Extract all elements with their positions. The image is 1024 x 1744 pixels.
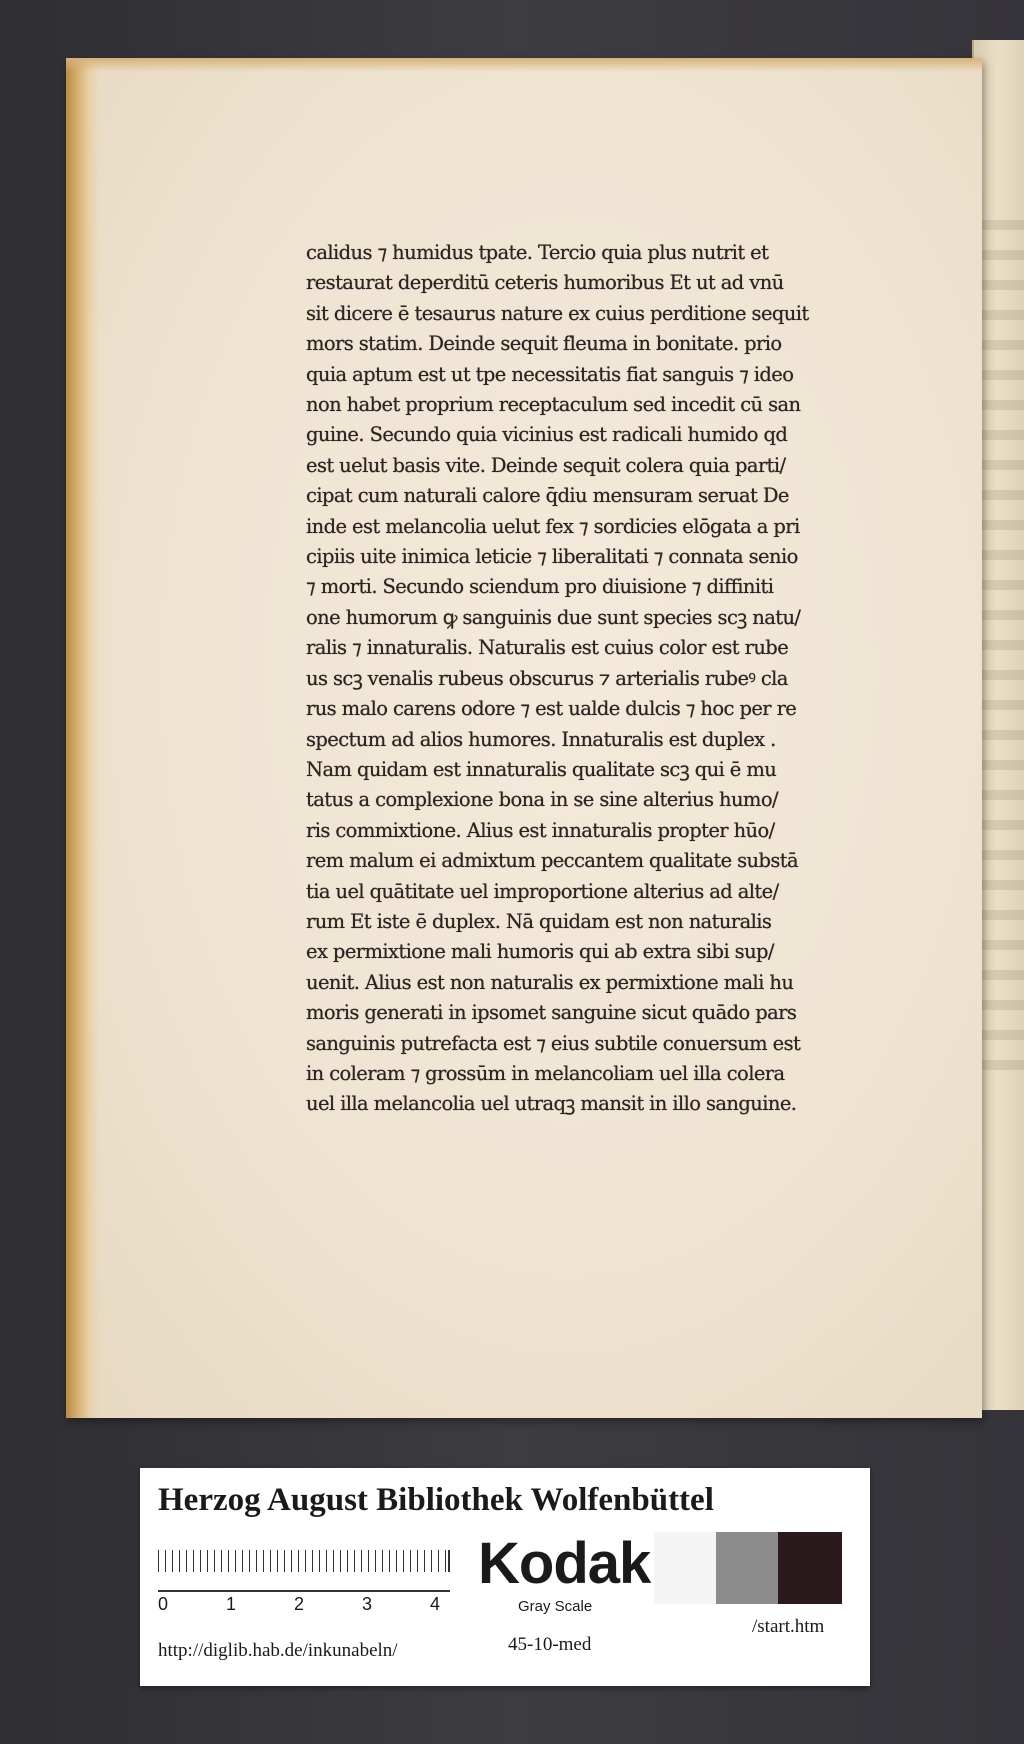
text-line: us scꝫ venalis rubeus obscurus ⁊ arterialis rubeꝰ cla	[306, 666, 788, 690]
text-line: ralis ⁊ innaturalis. Naturalis est cuius color est rube	[306, 636, 789, 660]
text-line: rem malum ei admixtum peccantem qualitate substā	[306, 849, 799, 873]
text-line: calidus ⁊ humidus tpate. Tercio quia plus nutrit et	[306, 241, 769, 264]
page-top-edge	[66, 58, 982, 72]
scale-ruler-numbers	[158, 1594, 458, 1618]
book-page	[66, 58, 982, 1418]
text-line: cipiis uite inimica leticie ⁊ liberalitati ⁊ connata senio	[306, 545, 798, 569]
ruler-number: 4	[430, 1594, 441, 1614]
gray-scale-label: Gray Scale	[518, 1598, 593, 1615]
text-line: one humorum ꝙ sanguinis due sunt species scꝫ natu/	[306, 605, 801, 629]
scale-ruler-baseline	[158, 1590, 450, 1592]
text-line: non habet proprium receptaculum sed incedit cū san	[306, 393, 801, 417]
text-line: moris generati in ipsomet sanguine sicut quādo pars	[306, 1001, 797, 1025]
kodak-logo: Kodak	[478, 1531, 651, 1596]
text-line: restaurat deperditū ceteris humoribus Et ut ad vnū	[306, 271, 784, 295]
text-line: rus malo carens odore ⁊ est ualde dulcis ⁊ hoc per re	[306, 697, 797, 721]
color-calibration-target	[140, 1468, 870, 1686]
text-line: ris commixtione. Alius est innaturalis propter hūo/	[306, 818, 775, 842]
ruler-number: 2	[294, 1594, 305, 1614]
white-patch	[654, 1532, 716, 1604]
text-line: mors statim. Deinde sequit fleuma in bonitate. prio	[306, 332, 782, 356]
page-gutter-edge	[66, 58, 100, 1418]
text-line: in coleram ⁊ grossūm in melancoliam uel illa colera	[306, 1061, 785, 1085]
library-url: http://diglib.hab.de/inkunabeln/	[158, 1640, 398, 1661]
library-name: Herzog August Bibliothek Wolfenbüttel	[158, 1482, 714, 1518]
text-line: tia uel quātitate uel improportione alterius ad alte/	[306, 879, 779, 903]
gray-patch	[716, 1532, 778, 1604]
text-line: est uelut basis vite. Deinde sequit colera quia parti/	[306, 453, 786, 477]
text-line: quia aptum est ut tpe necessitatis fiat sanguis ⁊ ideo	[306, 362, 794, 386]
text-line: uel illa melancolia uel utraqꝫ mansit in illo sanguine.	[306, 1092, 797, 1116]
text-line: sanguinis putrefacta est ⁊ eius subtile conuersum est	[306, 1031, 801, 1055]
text-line: guine. Secundo quia vicinius est radicali humido qd	[306, 423, 788, 447]
ruler-number: 3	[362, 1594, 373, 1614]
ruler-number: 0	[158, 1594, 169, 1614]
text-line: tatus a complexione bona in se sine alterius humo/	[306, 788, 778, 812]
scale-ruler	[158, 1550, 450, 1590]
text-line: ex permixtione mali humoris qui ab extra sibi sup/	[306, 940, 774, 964]
text-line: spectum ad alios humores. Innaturalis est duplex .	[306, 727, 776, 751]
text-line: sit dicere ē tesaurus nature ex cuius perditione sequit	[306, 301, 809, 325]
shelfmark-code: 45-10-med	[508, 1634, 592, 1655]
text-line: Nam quidam est innaturalis qualitate scꝫ qui ē mu	[306, 757, 777, 781]
ruler-number: 1	[226, 1594, 237, 1614]
text-line: ⁊ morti. Secundo sciendum pro diuisione ⁊ diffiniti	[306, 575, 774, 599]
text-line: rum Et iste ē duplex. Nā quidam est non naturalis	[306, 909, 772, 933]
text-line: uenit. Alius est non naturalis ex permixtione mali hu	[306, 970, 794, 994]
text-line: cipat cum naturali calore q̄diu mensuram seruat De	[306, 484, 789, 508]
start-page-url: /start.htm	[752, 1616, 825, 1637]
text-line: inde est melancolia uelut fex ⁊ sordicies elōgata a pri	[306, 514, 800, 538]
black-patch	[778, 1532, 842, 1604]
page-text-block	[306, 238, 966, 1120]
